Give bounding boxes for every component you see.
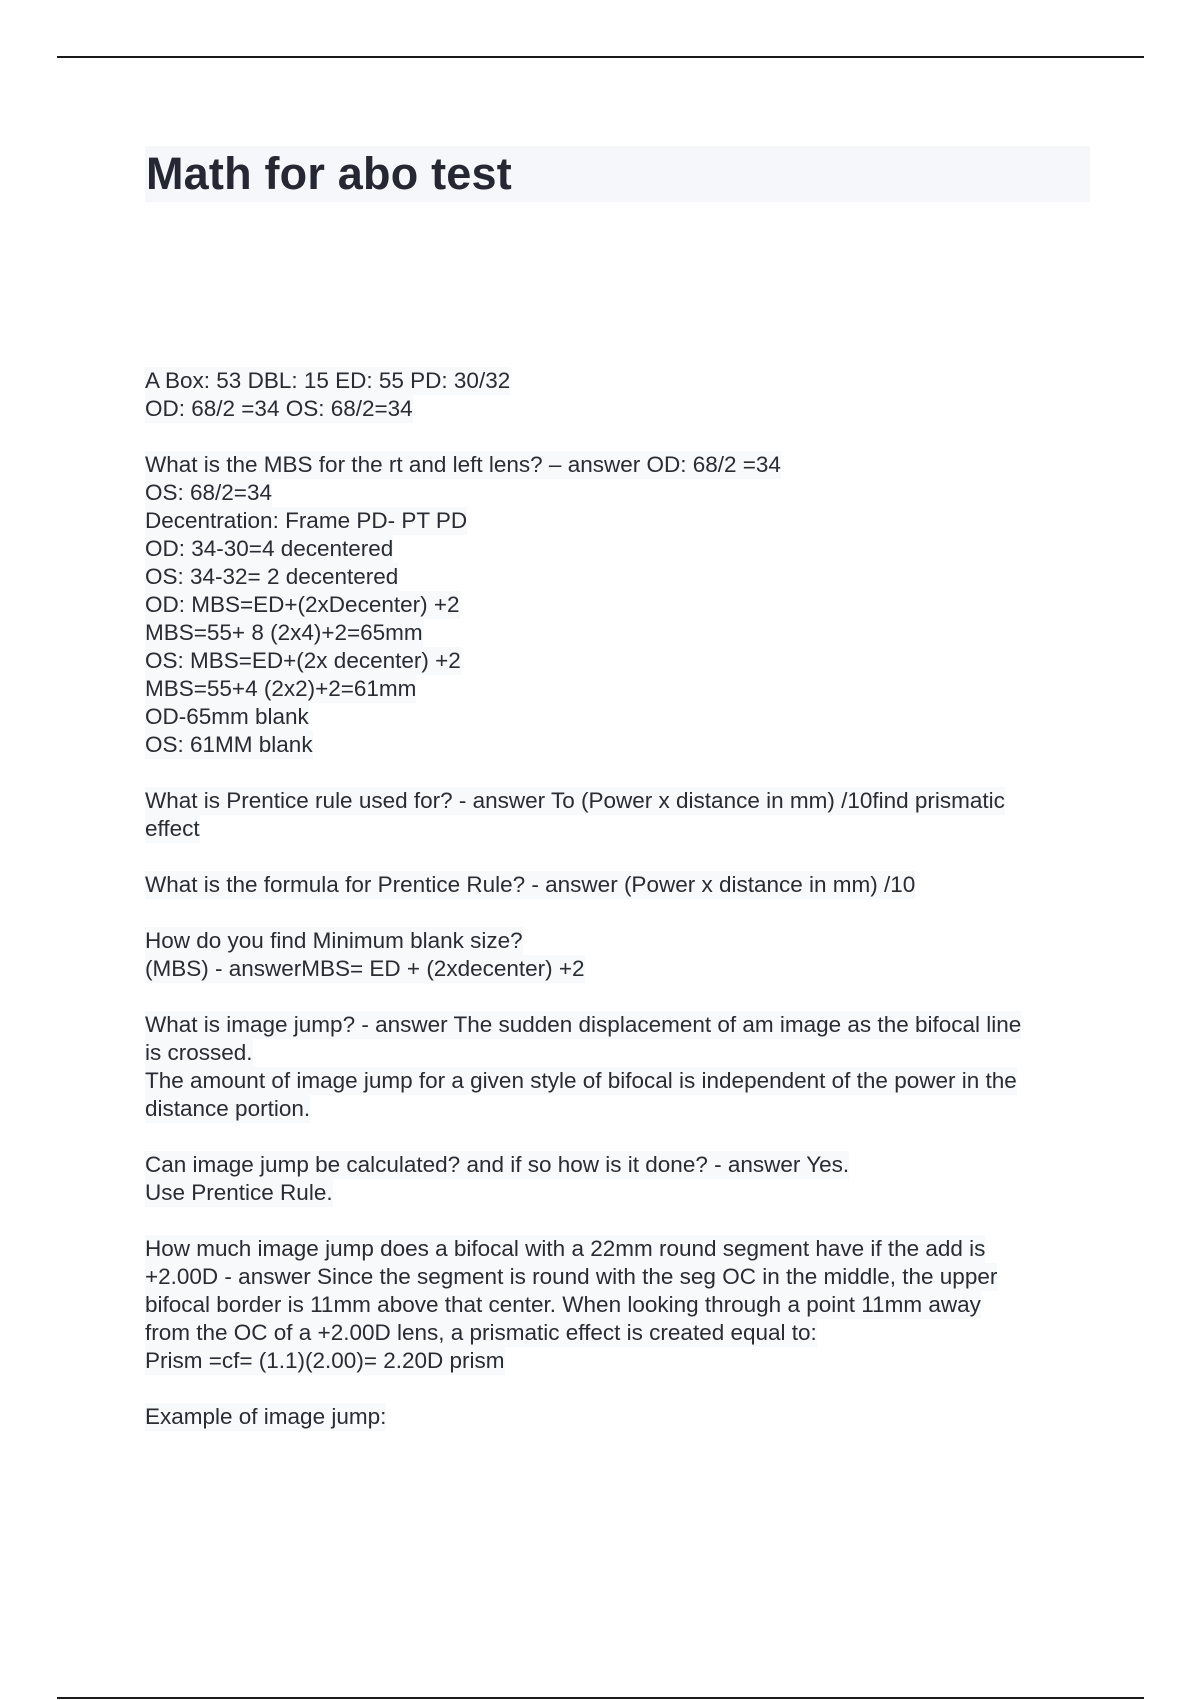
paragraph	[145, 787, 1090, 843]
header-rule	[57, 56, 1144, 58]
paragraph	[145, 927, 1090, 983]
text-line: is crossed.	[145, 1040, 253, 1065]
text-line: OS: MBS=ED+(2x decenter) +2	[145, 648, 461, 673]
text-line: What is image jump? - answer The sudden displacement of am image as the bifocal line	[145, 1012, 1022, 1037]
text-line: OS: 61MM blank	[145, 732, 313, 757]
text-line: How do you find Minimum blank size?	[145, 928, 523, 953]
text-line: distance portion.	[145, 1096, 311, 1121]
paragraph	[145, 871, 1090, 899]
paragraph	[145, 1235, 1090, 1375]
paragraph	[145, 1403, 1090, 1431]
text-line: Example of image jump:	[145, 1404, 387, 1429]
text-line: A Box: 53 DBL: 15 ED: 55 PD: 30/32	[145, 368, 511, 393]
text-line: What is the formula for Prentice Rule? - answer (Power x distance in mm) /10	[145, 872, 916, 897]
text-line: OS: 68/2=34	[145, 480, 272, 505]
paragraph	[145, 1151, 1090, 1207]
paragraph	[145, 367, 1090, 423]
text-line: OD: MBS=ED+(2xDecenter) +2	[145, 592, 460, 617]
footer-rule	[57, 1697, 1144, 1699]
text-line: OS: 34-32= 2 decentered	[145, 564, 399, 589]
paragraph	[145, 1011, 1090, 1123]
text-line: OD-65mm blank	[145, 704, 309, 729]
text-line: Decentration: Frame PD- PT PD	[145, 508, 468, 533]
text-line: MBS=55+ 8 (2x4)+2=65mm	[145, 620, 423, 645]
text-line: How much image jump does a bifocal with a 22mm round segment have if the add is	[145, 1236, 986, 1261]
text-line: effect	[145, 816, 200, 841]
paragraph	[145, 451, 1090, 759]
page-title: Math for abo test	[146, 148, 512, 199]
document-body	[145, 367, 1090, 1459]
text-line: from the OC of a +2.00D lens, a prismatic effect is created equal to:	[145, 1320, 817, 1345]
text-line: Use Prentice Rule.	[145, 1180, 333, 1205]
text-line: What is the MBS for the rt and left lens? – answer OD: 68/2 =34	[145, 452, 781, 477]
text-line: +2.00D - answer Since the segment is round with the seg OC in the middle, the upper	[145, 1264, 998, 1289]
text-line: What is Prentice rule used for? - answer To (Power x distance in mm) /10find prismatic	[145, 788, 1005, 813]
text-line: bifocal border is 11mm above that center. When looking through a point 11mm away	[145, 1292, 981, 1317]
text-line: Prism =cf= (1.1)(2.00)= 2.20D prism	[145, 1348, 505, 1373]
text-line: (MBS) - answerMBS= ED + (2xdecenter) +2	[145, 956, 585, 981]
text-line: The amount of image jump for a given style of bifocal is independent of the power in the	[145, 1068, 1017, 1093]
text-line: OD: 34-30=4 decentered	[145, 536, 394, 561]
text-line: Can image jump be calculated? and if so how is it done? - answer Yes.	[145, 1152, 850, 1177]
text-line: OD: 68/2 =34 OS: 68/2=34	[145, 396, 413, 421]
text-line: MBS=55+4 (2x2)+2=61mm	[145, 676, 417, 701]
